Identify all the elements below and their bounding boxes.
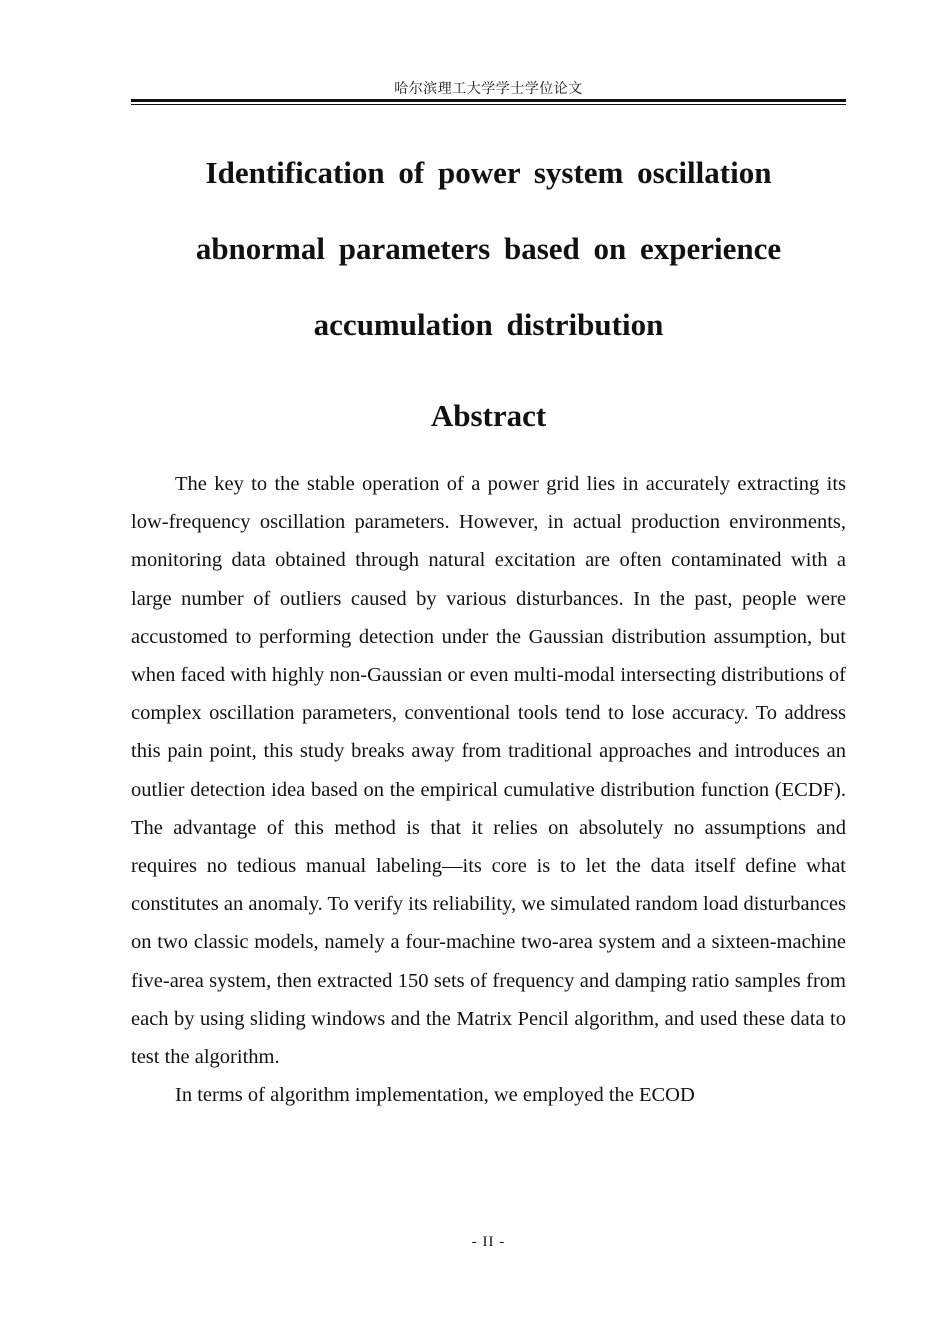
- header-rule-thin: [131, 104, 846, 105]
- running-header: 哈尔滨理工大学学士学位论文: [394, 81, 583, 97]
- abstract-body: [131, 465, 846, 1114]
- thesis-title: [160, 135, 817, 363]
- abstract-heading: Abstract: [430, 398, 547, 433]
- title-line-1: Identification of power system oscillation: [205, 155, 772, 190]
- title-line-3: accumulation distribution: [313, 307, 664, 342]
- header-rule-thick: [131, 99, 846, 102]
- page-number: - II -: [471, 1234, 506, 1250]
- abstract-paragraph-2: In terms of algorithm implementation, we employed the ECOD: [175, 1084, 695, 1107]
- abstract-paragraph-1: The key to the stable operation of a power grid lies in accurately extracting its low-frequency oscillation parameters. However, in actual production environments, monitoring data obtained through natural excitation are often contaminated with a large number of outliers caused by various disturbances. In the past, people were accustomed to performing detection under the Gaussian distribution assumption, but when faced with highly non-Gaussian or even multi-modal intersecting distributions of complex oscillation parameters, conventional tools tend to lose accuracy. To address this pain point, this study breaks away from traditional approaches and introduces an outlier detection idea based on the empirical cumulative distribution function (ECDF). The advantage of this method is that it relies on absolutely no assumptions and requires no tedious manual labeling—its core is to let the data itself define what constitutes an anomaly. To verify its reliability, we simulated random load disturbances on two classic models, namely a four-machine two-area system and a sixteen-machine five-area system, then extracted 150 sets of frequency and damping ratio samples from each by using sliding windows and the Matrix Pencil algorithm, and used these data to test the algorithm.: [131, 473, 846, 1069]
- title-line-2: abnormal parameters based on experience: [195, 231, 782, 266]
